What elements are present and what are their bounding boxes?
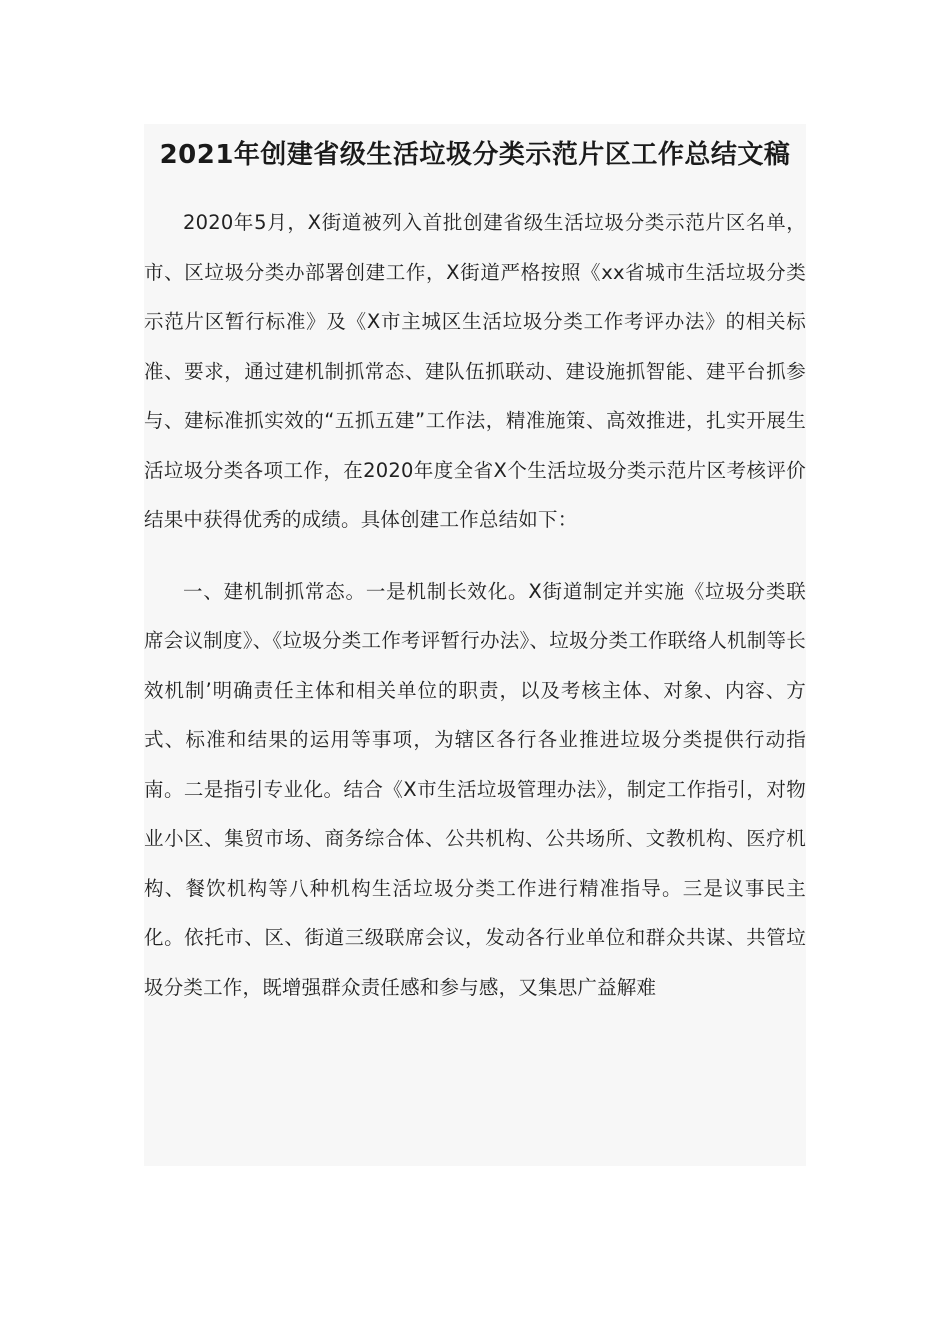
document-page [144, 124, 806, 1166]
document-body [144, 198, 806, 1012]
paragraph-intro: 2020年5月，X街道被列入首批创建省级生活垃圾分类示范片区名单，市、区垃圾分类办部署创建工作，X街道严格按照《xx省城市生活垃圾分类示范片区暂行标准》及《X市主城区生活垃圾分类工作考评办法》的相关标准、要求，通过建机制抓常态、建队伍抓联动、建设施抓智能、建平台抓参与、建标准抓实效的“五抓五建”工作法，精准施策、高效推进，扎实开展生活垃圾分类各项工作，在2020年度全省X个生活垃圾分类示范片区考核评价结果中获得优秀的成绩。具体创建工作总结如下： [144, 211, 806, 531]
document-title: 2021年创建省级生活垃圾分类示范片区工作总结文稿 [159, 140, 791, 170]
paragraph-section-1: 一、建机制抓常态。一是机制长效化。X街道制定并实施《垃圾分类联席会议制度》、《垃圾分类工作考评暂行办法》、垃圾分类工作联络人机制等长效机制’明确责任主体和相关单位的职责，以及考核主体、对象、内容、方式、标准和结果的运用等事项，为辖区各行各业推进垃圾分类提供行动指南。二是指引专业化。结合《X市生活垃圾管理办法》，制定工作指引，对物业小区、集贸市场、商务综合体、公共机构、公共场所、文教机构、医疗机构、餐饮机构等八种机构生活垃圾分类工作进行精准指导。三是议事民主化。依托市、区、街道三级联席会议，发动各行业单位和群众共谋、共管垃圾分类工作，既增强群众责任感和参与感，又集思广益解难 [144, 579, 806, 999]
